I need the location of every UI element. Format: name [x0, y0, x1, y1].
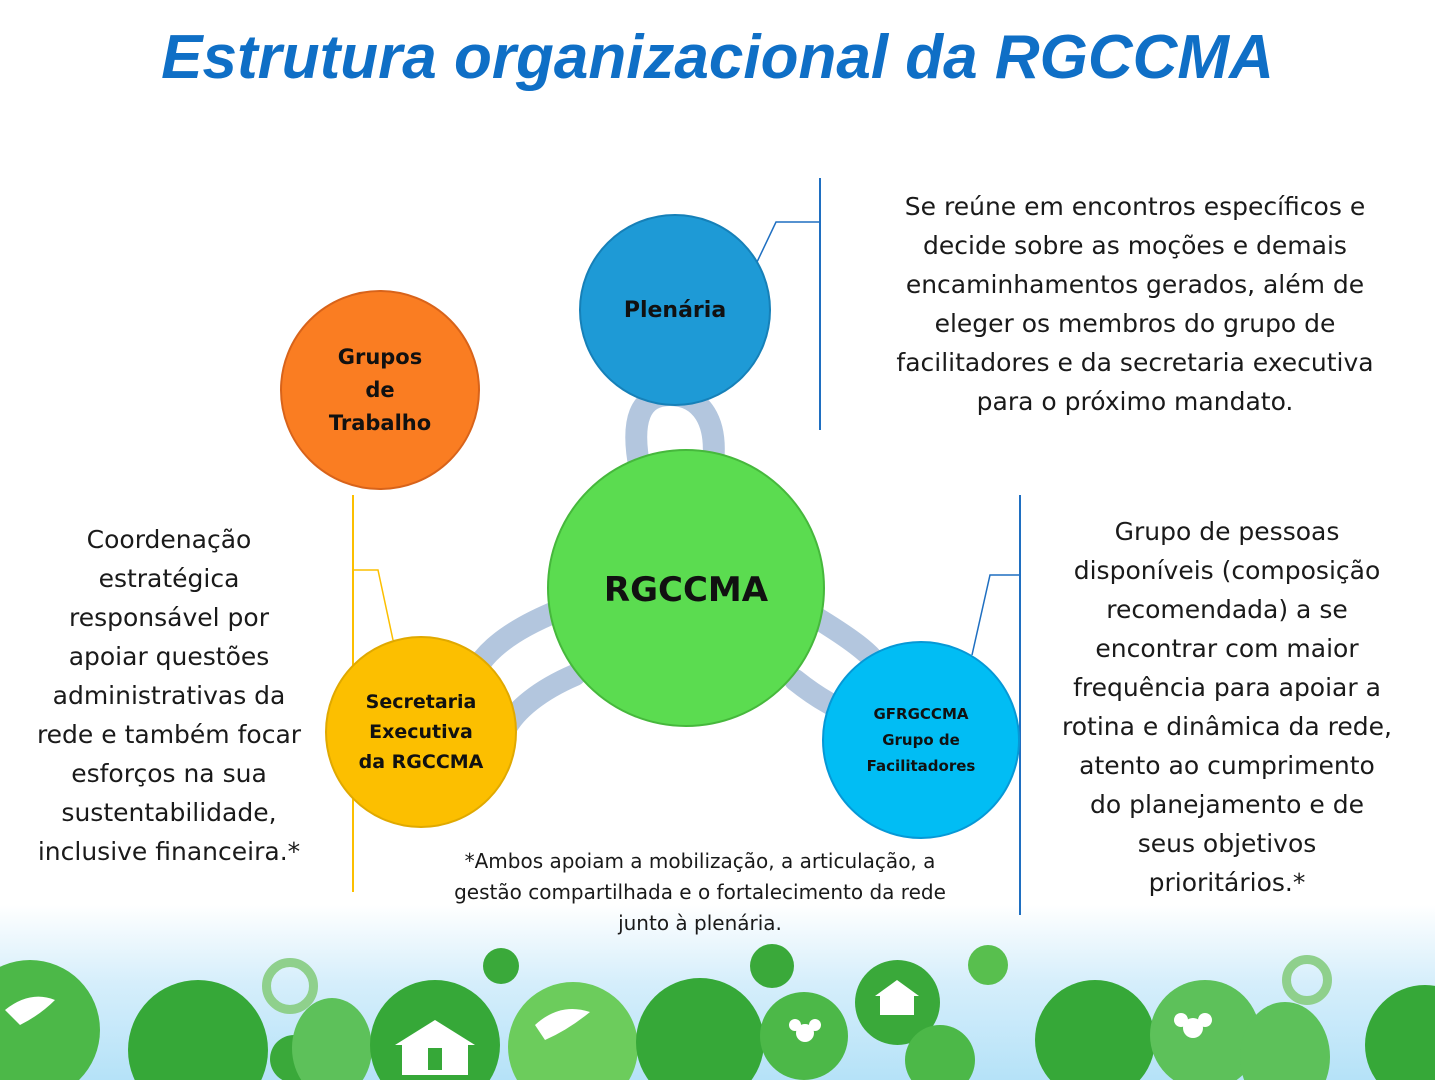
node-plenaria-label: Plenária: [623, 297, 727, 323]
house-glyph-small: [875, 980, 919, 1015]
node-gf-label: [846, 700, 996, 780]
bird-glyph-2: [535, 1009, 590, 1040]
node-center-label: RGCCMA: [603, 570, 769, 610]
node-secretaria-label: Secretaria Executiva da RGCCMA: [358, 691, 484, 773]
node-gf-label-line1: GFRGCCMA: [873, 705, 969, 723]
gf-description: Grupo de pessoas disponíveis (composição recomendada) a se encontrar com maior frequência para apoiar a rotina e dinâmica da rede, atento ao cumprimento do planejamento e de seus objetivos prioritários.*: [1062, 517, 1392, 897]
footer-glyphs: [0, 930, 1435, 1080]
plenaria-description: Se reúne em encontros específicos e decide sobre as moções e demais encaminhamentos gerados, além de eleger os membros do grupo de facilitadores e da secretaria executiva para o próximo mandato.: [896, 192, 1374, 416]
secretaria-description: Coordenação estratégica responsável por apoiar questões administrativas da rede e também focar esforços na sua sustentabilidade, inclusive financeira.*: [36, 525, 302, 866]
node-gf-label-line2: Grupo de Facilitadores: [866, 731, 976, 775]
node-grupos-label: Grupos de Trabalho: [328, 344, 432, 435]
page-title: Estrutura organizacional da RGCCMA: [161, 23, 1274, 92]
bird-glyph: [5, 997, 55, 1025]
footnote: *Ambos apoiam a mobilização, a articulação, a gestão compartilhada e o fortalecimento da rede junto à plenária.: [454, 849, 946, 935]
footer-decoration: [0, 930, 1435, 1080]
